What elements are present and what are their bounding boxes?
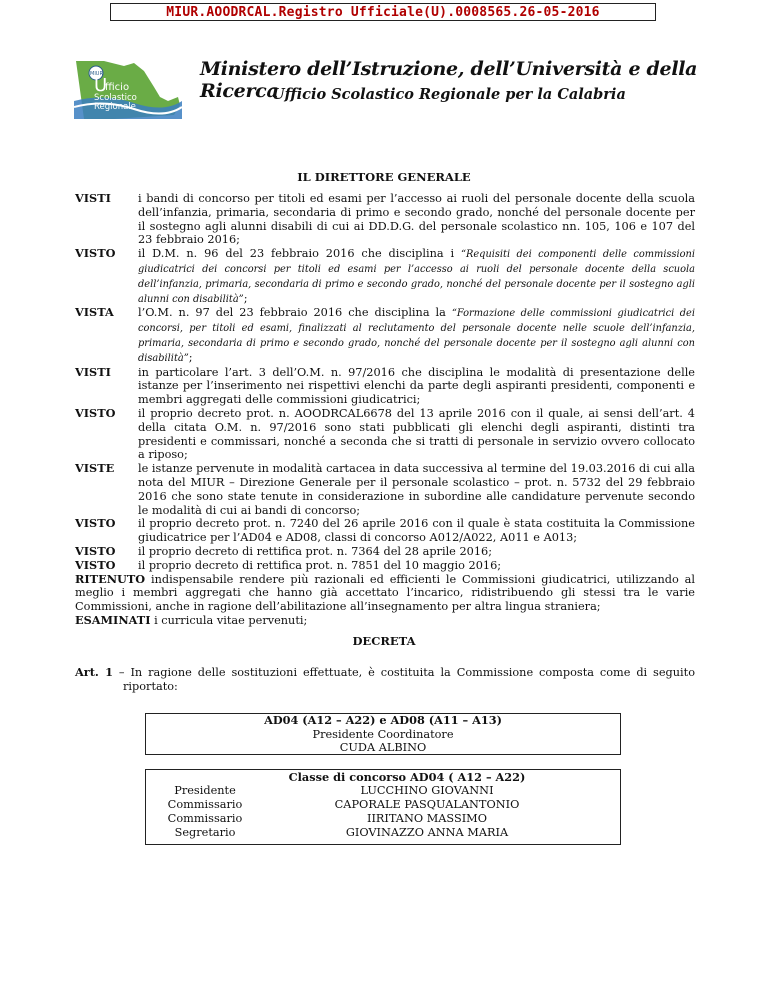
- member-name: IIRITANO MASSIMO: [366, 812, 487, 825]
- premise-item: [75, 517, 695, 545]
- logo-u-letter: U: [94, 75, 108, 96]
- premise-item: [75, 407, 695, 462]
- article-paragraph: [75, 665, 695, 694]
- decreta-heading: DECRETA: [352, 634, 416, 648]
- coordinator-box-title: AD04 (A12 – A22) e AD08 (A11 – A13): [264, 713, 502, 727]
- premise-label: VISTO: [75, 246, 116, 261]
- logo-scolastico-text: Scolastico: [94, 93, 137, 103]
- coordinator-name: CUDA ALBINO: [339, 741, 427, 754]
- premise-item: [75, 573, 695, 614]
- premise-text: indispensabile rendere più razionali ed efficienti le Commissioni giudicatrici, utilizzando al meglio i membri aggregati che hanno già accettato l’incarico, ridistribuendo gli stessi tra le varie Commissioni, anche in ragione dell’abilitazione all’insegnamento per altra lingua straniera;: [75, 572, 695, 614]
- premise-text: in particolare l’art. 3 dell’O.M. n. 97/2016 che disciplina le modalità di presentazione delle istanze per l’inserimento nei rispettivi elenchi da parte degli aspiranti presidenti, componenti e membri aggregati delle commissioni giudicatrici;: [138, 365, 695, 407]
- coordinator-box: [145, 713, 621, 755]
- premise-label: VISTO: [75, 543, 116, 558]
- commission-box-title: Classe di concorso AD04 ( A12 – A22): [288, 770, 526, 784]
- premise-text: i bandi di concorso per titoli ed esami per l’accesso ai ruoli del personale docente della scuola dell’infanzia, primaria, secondaria di primo e secondo grado, nonché del personale docente per il sostegno agli alunni disabili di cui ai DD.D.G. del personale scolastico nn. 105, 106 e 107 del 23 febbraio 2016;: [138, 192, 695, 247]
- premise-text: [138, 306, 695, 365]
- premise-italic-quote: “Formazione delle commissioni giudicatrici dei concorsi, per titoli ed esami, finalizzati al reclutamento del personale docente nelle scuole dell’infanzia, primaria, secondaria di primo e secondo grado, nonché del personale docente per il sostegno agli alunni con disabilità”: [138, 308, 695, 364]
- premise-item: [75, 192, 695, 247]
- premise-text: il proprio decreto di rettifica prot. n. 7364 del 28 aprile 2016;: [138, 544, 493, 558]
- premise-italic-quote: “Requisiti dei componenti delle commissioni giudicatrici dei concorsi per titoli ed esami per l’accesso ai ruoli del personale docente della scuola dell’infanzia, primaria, secondaria di primo e secondo grado, nonché del personale docente per il sostegno agli alunni con disabilità”: [138, 249, 695, 305]
- member-role: Commissario: [167, 812, 243, 825]
- premise-text-part: ;: [243, 291, 248, 305]
- ufficio-scolastico-logo: [74, 57, 182, 119]
- premise-label: RITENUTO: [75, 571, 146, 586]
- premise-label: VISTI: [75, 191, 111, 205]
- article-text: – In ragione delle sostituzioni effettuate, è costituita la Commissione composta come di seguito riportato:: [118, 666, 696, 693]
- premise-text: il proprio decreto prot. n. 7240 del 26 aprile 2016 con il quale è stata costituita la Commissione giudicatrice per l’AD04 e AD08, classi di concorso A012/A022, A011 e A013;: [138, 517, 695, 545]
- premise-item: [75, 614, 695, 628]
- ministry-title: Ministero dell’Istruzione, dell’Università e della Ricerca: [200, 58, 698, 102]
- commission-row: [146, 784, 620, 798]
- protocol-stamp: MIUR.AOODRCAL.Registro Ufficiale(U).0008565.26-05-2016: [110, 3, 656, 21]
- premise-label: ESAMINATI: [75, 612, 151, 627]
- premise-text-part: l’O.M. n. 97 del 23 febbraio 2016 che disciplina la: [138, 306, 452, 320]
- premise-text: i curricula vitae pervenuti;: [154, 613, 308, 627]
- premise-label: VISTO: [75, 405, 116, 420]
- member-name: GIOVINAZZO ANNA MARIA: [345, 826, 509, 839]
- premise-text: il proprio decreto prot. n. AOODRCAL6678 del 13 aprile 2016 con il quale, ai sensi dell’art. 4 della citata O.M. n. 97/2016 sono stati pubblicati gli elenchi degli aspiranti, distinti tra presidenti e commissari, nonché a seconda che si tratti di personale in servizio ovvero collocato a riposo;: [138, 406, 695, 462]
- commission-row: [146, 826, 620, 840]
- premise-label: VISTO: [75, 516, 116, 531]
- premise-label: VISTA: [75, 305, 114, 320]
- office-subtitle: Ufficio Scolastico Regionale per la Calabria: [272, 86, 626, 103]
- premise-label: VISTI: [75, 364, 111, 379]
- premise-item: [75, 306, 695, 365]
- premise-label: VISTE: [75, 461, 115, 476]
- logo-regionale-text: Regionale: [94, 102, 136, 112]
- member-name: LUCCHINO GIOVANNI: [360, 784, 494, 797]
- premise-text: le istanze pervenute in modalità cartacea in data successiva al termine del 19.03.2016 di cui alla nota del MIUR – Direzione Generale per il personale scolastico – prot. n. 5732 del 29 febbraio 2016 che sono state tenute in considerazione in subordine alle candidature pervenute secondo le modalità di cui ai bandi di concorso;: [138, 462, 695, 517]
- member-name: CAPORALE PASQUALANTONIO: [334, 798, 520, 811]
- logo-fficio-text: fficio: [105, 82, 130, 93]
- premise-text: [138, 247, 695, 306]
- premise-item: [75, 545, 695, 559]
- premise-text-part: ;: [188, 350, 193, 364]
- member-role: Segretario: [174, 826, 236, 839]
- premise-text: il proprio decreto di rettifica prot. n. 7851 del 10 maggio 2016;: [138, 558, 502, 572]
- premise-item: [75, 462, 695, 517]
- premise-text-part: il D.M. n. 96 del 23 febbraio 2016 che disciplina i: [138, 247, 461, 261]
- premise-label: VISTO: [75, 557, 116, 572]
- article-number: Art. 1: [75, 665, 113, 679]
- member-role: Commissario: [167, 798, 243, 811]
- premise-item: [75, 247, 695, 306]
- commission-row: [146, 812, 620, 826]
- premises-list: [75, 192, 695, 628]
- director-heading: IL DIRETTORE GENERALE: [297, 170, 471, 184]
- commission-box: [145, 769, 621, 845]
- premise-item: [75, 366, 695, 407]
- commission-row: [146, 798, 620, 812]
- premise-item: [75, 559, 695, 573]
- article-1: [75, 665, 695, 694]
- logo-miur-text: MIUR: [90, 71, 103, 77]
- member-role: Presidente: [174, 784, 236, 797]
- coordinator-role: Presidente Coordinatore: [312, 727, 454, 741]
